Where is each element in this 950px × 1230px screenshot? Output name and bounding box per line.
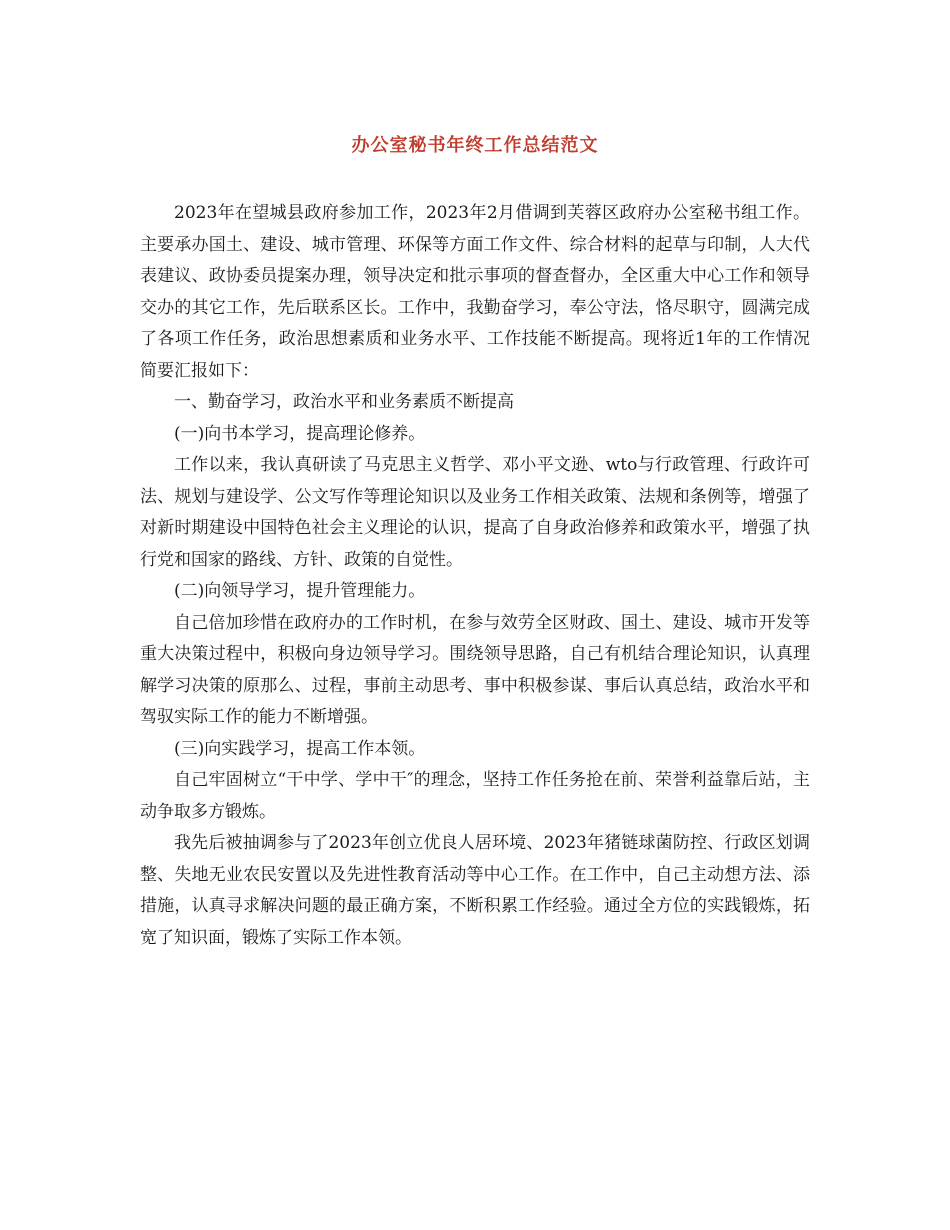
paragraph-practice-detail: 我先后被抽调参与了2023年创立优良人居环境、2023年猪链球菌防控、行政区划调整、失地无业农民安置以及先进性教育活动等中心工作。在工作中，自己主动想方法、添措施，认真寻求解决问题的最正确方案，不断积累工作经验。通过全方位的实践锻炼，拓宽了知识面，锻炼了实际工作本领。 <box>140 833 810 948</box>
paragraph-book-study: 工作以来，我认真研读了马克思主义哲学、邓小平文逊、wto与行政管理、行政许可法、规划与建设学、公文写作等理论知识以及业务工作相关政策、法规和条例等，增强了对新时期建设中国特色社会主义理论的认识，提高了自身政治修养和政策水平，增强了执行党和国家的路线、方针、政策的自觉性。 <box>140 455 810 570</box>
section-heading-1: 一、勤奋学习，政治水平和业务素质不断提高 <box>174 392 514 412</box>
subsection-heading-3: (三)向实践学习，提高工作本领。 <box>174 738 426 759</box>
document-title: 办公室秘书年终工作总结范文 <box>351 135 599 156</box>
paragraph-intro: 2023年在望城县政府参加工作，2023年2月借调到芙蓉区政府办公室秘书组工作。主要承办国土、建设、城市管理、环保等方面工作文件、综合材料的起草与印制，人大代表建议、政协委员提案办理，领导决定和批示事项的督查督办，全区重大中心工作和领导交办的其它工作，先后联系区长。工作中，我勤奋学习，奉公守法，恪尽职守，圆满完成了各项工作任务，政治思想素质和业务水平、工作技能不断提高。现将近1年的工作情况简要汇报如下： <box>140 203 810 381</box>
paragraph-practice-idea: 自己牢固树立“干中学、学中干″的理念，坚持工作任务抢在前、荣誉利益靠后站，主动争取多方锻炼。 <box>140 770 810 822</box>
subsection-heading-2: (二)向领导学习，提升管理能力。 <box>174 581 426 601</box>
paragraph-leader-study: 自己倍加珍惜在政府办的工作时机，在参与效劳全区财政、国土、建设、城市开发等重大决策过程中，积极向身边领导学习。围绕领导思路，自己有机结合理论知识，认真理解学习决策的原那么、过程，事前主动思考、事中积极参谋、事后认真总结，政治水平和驾驭实际工作的能力不断增强。 <box>140 612 810 727</box>
subsection-heading-1: (一)向书本学习，提高理论修养。 <box>174 423 426 444</box>
